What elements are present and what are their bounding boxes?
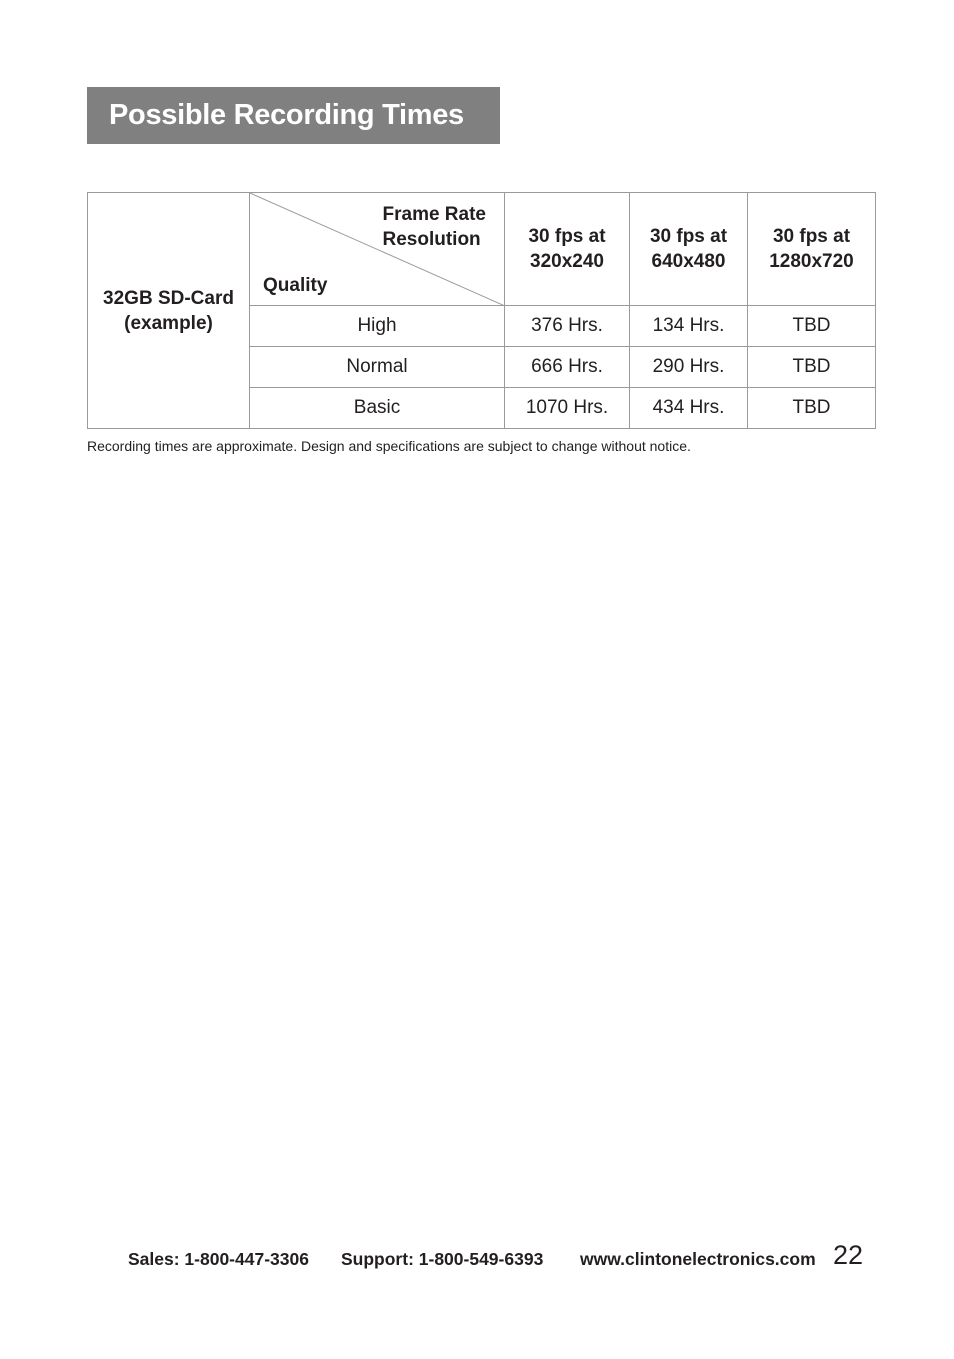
column-header-line: 320x240 bbox=[530, 251, 604, 272]
quality-row-label: Basic bbox=[250, 388, 505, 429]
table-cell: 290 Hrs. bbox=[630, 347, 748, 388]
page-title: Possible Recording Times bbox=[87, 87, 500, 144]
column-header-line: 30 fps at bbox=[649, 226, 728, 247]
disclaimer-note: Recording times are approximate. Design and specifications are subject to change without notice. bbox=[87, 438, 691, 454]
column-header-line: 30 fps at bbox=[772, 226, 851, 247]
support-phone: Support: 1-800-549-6393 bbox=[341, 1249, 544, 1269]
column-header bbox=[505, 193, 630, 306]
recording-times-table bbox=[87, 192, 876, 429]
column-header bbox=[748, 193, 876, 306]
sd-card-label-line: 32GB SD-Card bbox=[103, 287, 234, 309]
sd-card-label-line: (example) bbox=[124, 312, 213, 334]
table-cell: TBD bbox=[748, 306, 876, 347]
table-header-row bbox=[88, 193, 876, 306]
column-header-line: 1280x720 bbox=[769, 251, 854, 272]
corner-header-cell bbox=[250, 193, 505, 306]
website-link[interactable]: www.clintonelectronics.com bbox=[580, 1249, 816, 1269]
sd-card-label bbox=[88, 193, 250, 429]
corner-top-line: Frame Rate bbox=[382, 204, 486, 225]
column-header-line: 30 fps at bbox=[528, 226, 606, 247]
quality-row-label: High bbox=[250, 306, 505, 347]
table-cell: 666 Hrs. bbox=[505, 347, 630, 388]
table-cell: 134 Hrs. bbox=[630, 306, 748, 347]
page-footer bbox=[128, 1238, 863, 1278]
sales-phone: Sales: 1-800-447-3306 bbox=[128, 1249, 309, 1269]
table-cell: 376 Hrs. bbox=[505, 306, 630, 347]
table-cell: 1070 Hrs. bbox=[505, 388, 630, 429]
table-cell: TBD bbox=[748, 347, 876, 388]
table-cell: TBD bbox=[748, 388, 876, 429]
quality-label: Quality bbox=[263, 275, 328, 296]
quality-row-label: Normal bbox=[250, 347, 505, 388]
frame-rate-resolution-label bbox=[383, 202, 487, 252]
table-cell: 434 Hrs. bbox=[630, 388, 748, 429]
column-header-line: 640x480 bbox=[651, 251, 726, 272]
corner-top-line: Resolution bbox=[382, 229, 481, 250]
column-header bbox=[630, 193, 748, 306]
page-number: 22 bbox=[832, 1240, 863, 1270]
